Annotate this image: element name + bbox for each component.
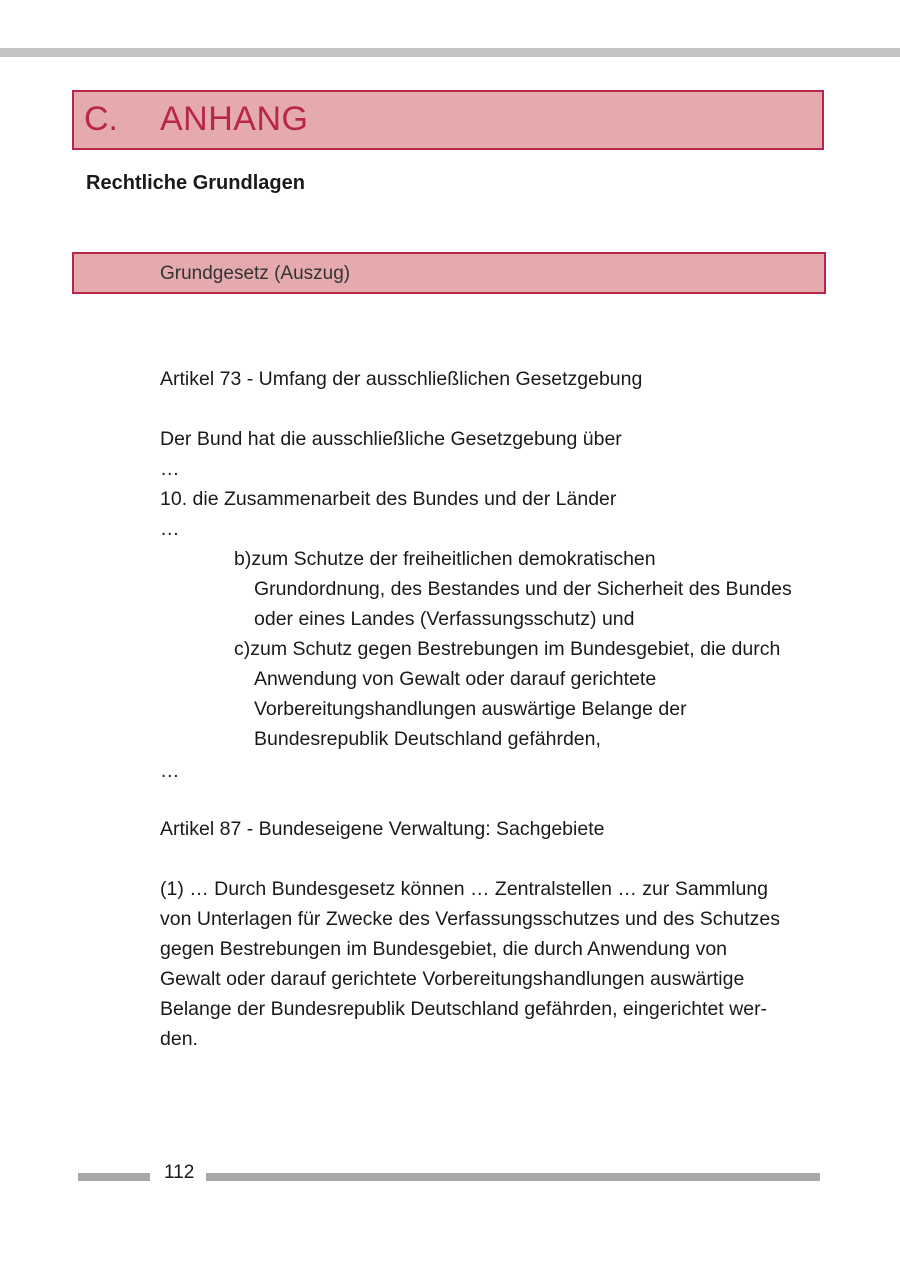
paragraph-line: (1) … Durch Bundesgesetz können … Zentralstellen … zur Sammlung [160,878,769,900]
item-b-line: Grundordnung, des Bestandes und der Sicherheit des Bundes [254,578,792,600]
item-c-line: Vorbereitungshandlungen auswärtige Belange der [254,698,687,720]
ellipsis: … [160,458,180,480]
article-73-intro: Der Bund hat die ausschließliche Gesetzgebung über [160,428,622,450]
chapter-letter: C. [84,100,118,138]
chapter-header [72,90,824,150]
top-rule [0,48,900,57]
paragraph-line: Gewalt oder darauf gerichtete Vorbereitungshandlungen auswärtige [160,968,745,990]
footer-rule-right [206,1173,820,1181]
ellipsis: … [160,760,180,782]
subsection-title: Grundgesetz (Auszug) [160,263,351,284]
article-87-heading: Artikel 87 - Bundeseigene Verwaltung: Sachgebiete [160,818,605,840]
section-heading: Rechtliche Grundlagen [86,172,305,194]
item-c-line: Bundesrepublik Deutschland gefährden, [254,728,601,750]
page-number: 112 [164,1162,195,1183]
paragraph-line: von Unterlagen für Zwecke des Verfassungsschutzes und des Schutzes [160,908,781,930]
article-73-item-10: 10. die Zusammenarbeit des Bundes und der Länder [160,488,617,510]
ellipsis: … [160,518,180,540]
chapter-title: ANHANG [160,100,309,138]
paragraph-line: den. [160,1028,198,1050]
item-b-line: b)zum Schutze der freiheitlichen demokratischen [234,548,656,570]
article-87-paragraph [160,874,850,1054]
footer-rule-left [78,1173,150,1181]
paragraph-line: Belange der Bundesrepublik Deutschland gefährden, eingerichtet wer- [160,998,768,1020]
subsection-header [72,252,826,294]
item-c-line: Anwendung von Gewalt oder darauf gerichtete [254,668,657,690]
item-c-line: c)zum Schutz gegen Bestrebungen im Bundesgebiet, die durch [234,638,781,660]
paragraph-line: gegen Bestrebungen im Bundesgebiet, die durch Anwendung von [160,938,728,960]
item-b-line: oder eines Landes (Verfassungsschutz) und [254,608,635,630]
article-73-heading: Artikel 73 - Umfang der ausschließlichen Gesetzgebung [160,368,643,390]
